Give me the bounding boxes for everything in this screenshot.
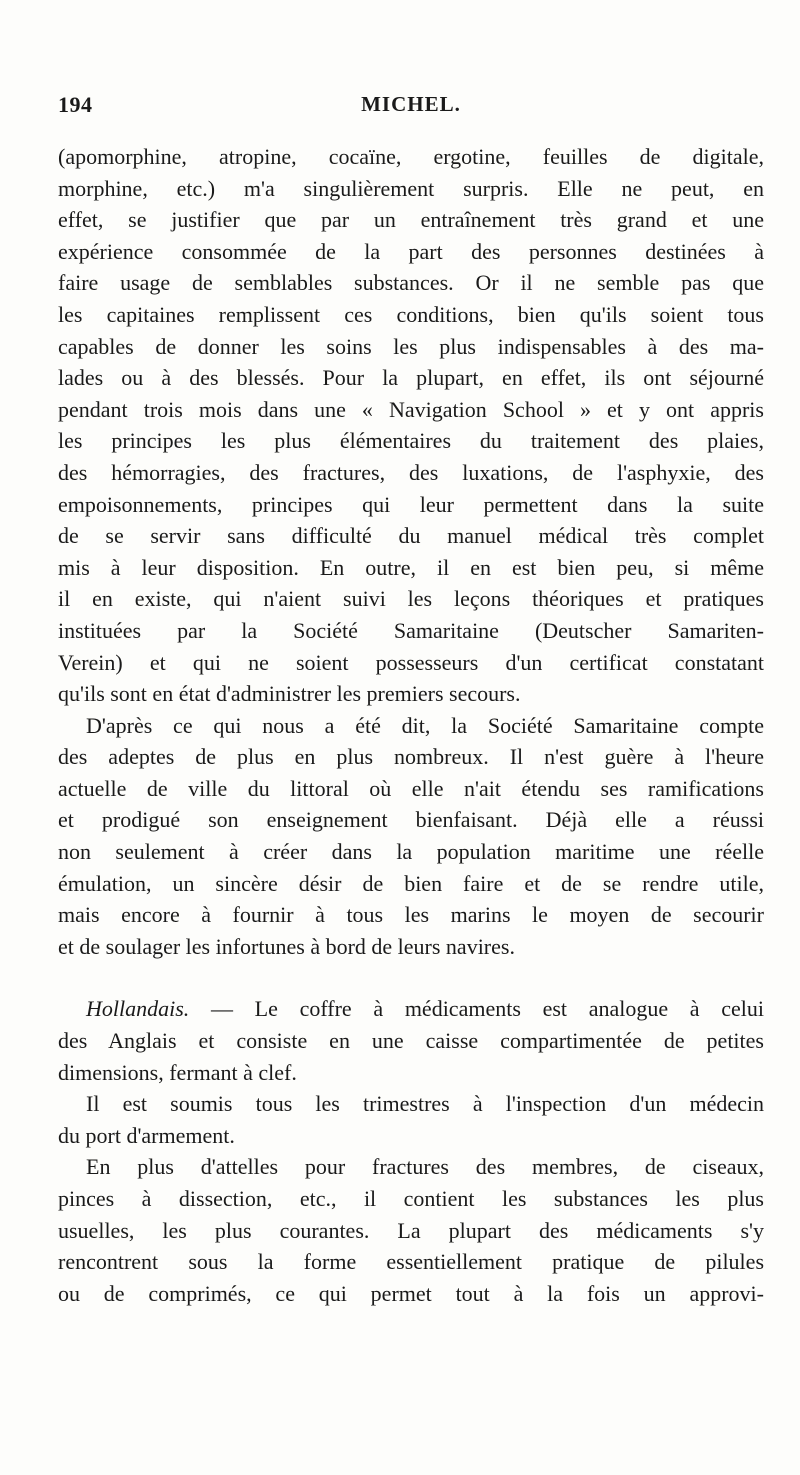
text-line: En plus d'attelles pour fractures des membres, de ciseaux, [86, 1154, 764, 1180]
paragraph-4 [58, 1088, 764, 1151]
text-line: capables de donner les soins les plus indispensables à des ma- [58, 333, 764, 359]
text-line: faire usage de semblables substances. Or il ne semble pas que [58, 270, 764, 296]
text-run: — Le coffre à médicaments est analogue à celui [189, 996, 764, 1022]
text-line: mais encore à fournir à tous les marins le moyen de secourir [58, 902, 764, 928]
text-line [58, 993, 764, 1025]
text-line: Verein) et qui ne soient possesseurs d'un certificat constatant [58, 649, 764, 675]
text-line: dimensions, fermant à clef. [58, 1059, 297, 1085]
body-text [58, 141, 764, 1309]
paragraph-1 [58, 141, 764, 710]
text-line: expérience consommée de la part des personnes destinées à [58, 238, 764, 264]
text-line: les capitaines remplissent ces conditions, bien qu'ils soient tous [58, 301, 764, 327]
text-line: des hémorragies, des fractures, des luxations, de l'asphyxie, des [58, 459, 764, 485]
text-line: des adeptes de plus en plus nombreux. Il n'est guère à l'heure [58, 744, 764, 770]
paragraph-2 [58, 710, 764, 963]
text-line: émulation, un sincère désir de bien faire et de se rendre utile, [58, 870, 764, 896]
text-line: effet, se justifier que par un entraînement très grand et une [58, 207, 764, 233]
text-line: pinces à dissection, etc., il contient les substances les plus [58, 1186, 764, 1211]
text-line: et prodigué son enseignement bienfaisant. Déjà elle a réussi [58, 807, 764, 833]
text-line: mis à leur disposition. En outre, il en est bien peu, si même [58, 554, 764, 580]
text-line: ou de comprimés, ce qui permet tout à la fois un approvi- [58, 1280, 764, 1306]
text-line: morphine, etc.) m'a singulièrement surpris. Elle ne peut, en [58, 175, 764, 201]
text-line: actuelle de ville du littoral où elle n'ait étendu ses ramifications [58, 775, 764, 801]
text-line: il en existe, qui n'aient suivi les leçons théoriques et pratiques [58, 586, 764, 612]
text-line: pendant trois mois dans une « Navigation School » et y ont appris [58, 396, 764, 422]
text-line: du port d'armement. [58, 1122, 235, 1148]
text-line: (apomorphine, atropine, cocaïne, ergotine, feuilles de digitale, [58, 144, 764, 169]
page-number: 194 [58, 92, 93, 117]
running-head [58, 92, 764, 126]
text-line: Il est soumis tous les trimestres à l'inspection d'un médecin [86, 1091, 764, 1117]
text-line: D'après ce qui nous a été dit, la Société Samaritaine compte [86, 712, 764, 738]
text-line: et de soulager les infortunes à bord de leurs navires. [58, 933, 515, 959]
text-line: non seulement à créer dans la population maritime une réelle [58, 839, 764, 865]
text-line: de se servir sans difficulté du manuel médical très complet [58, 523, 764, 549]
section-lead: Hollandais. [86, 996, 190, 1022]
section-spacer [58, 962, 764, 993]
running-title: MICHEL. [361, 92, 461, 116]
text-line: empoisonnements, principes qui leur permettent dans la suite [58, 491, 764, 517]
text-line: instituées par la Société Samaritaine (Deutscher Samariten- [58, 617, 764, 643]
text-line: des Anglais et consiste en une caisse compartimentée de petites [58, 1028, 764, 1054]
text-line: usuelles, les plus courantes. La plupart des médicaments s'y [58, 1217, 764, 1243]
text-line: lades ou à des blessés. Pour la plupart, en effet, ils ont séjourné [58, 365, 764, 391]
paragraph-3 [58, 993, 764, 1088]
text-line: qu'ils sont en état d'administrer les premiers secours. [58, 681, 521, 707]
text-line: rencontrent sous la forme essentiellement pratique de pilules [58, 1249, 764, 1275]
paragraph-5 [58, 1151, 764, 1309]
text-line: les principes les plus élémentaires du traitement des plaies, [58, 428, 764, 454]
